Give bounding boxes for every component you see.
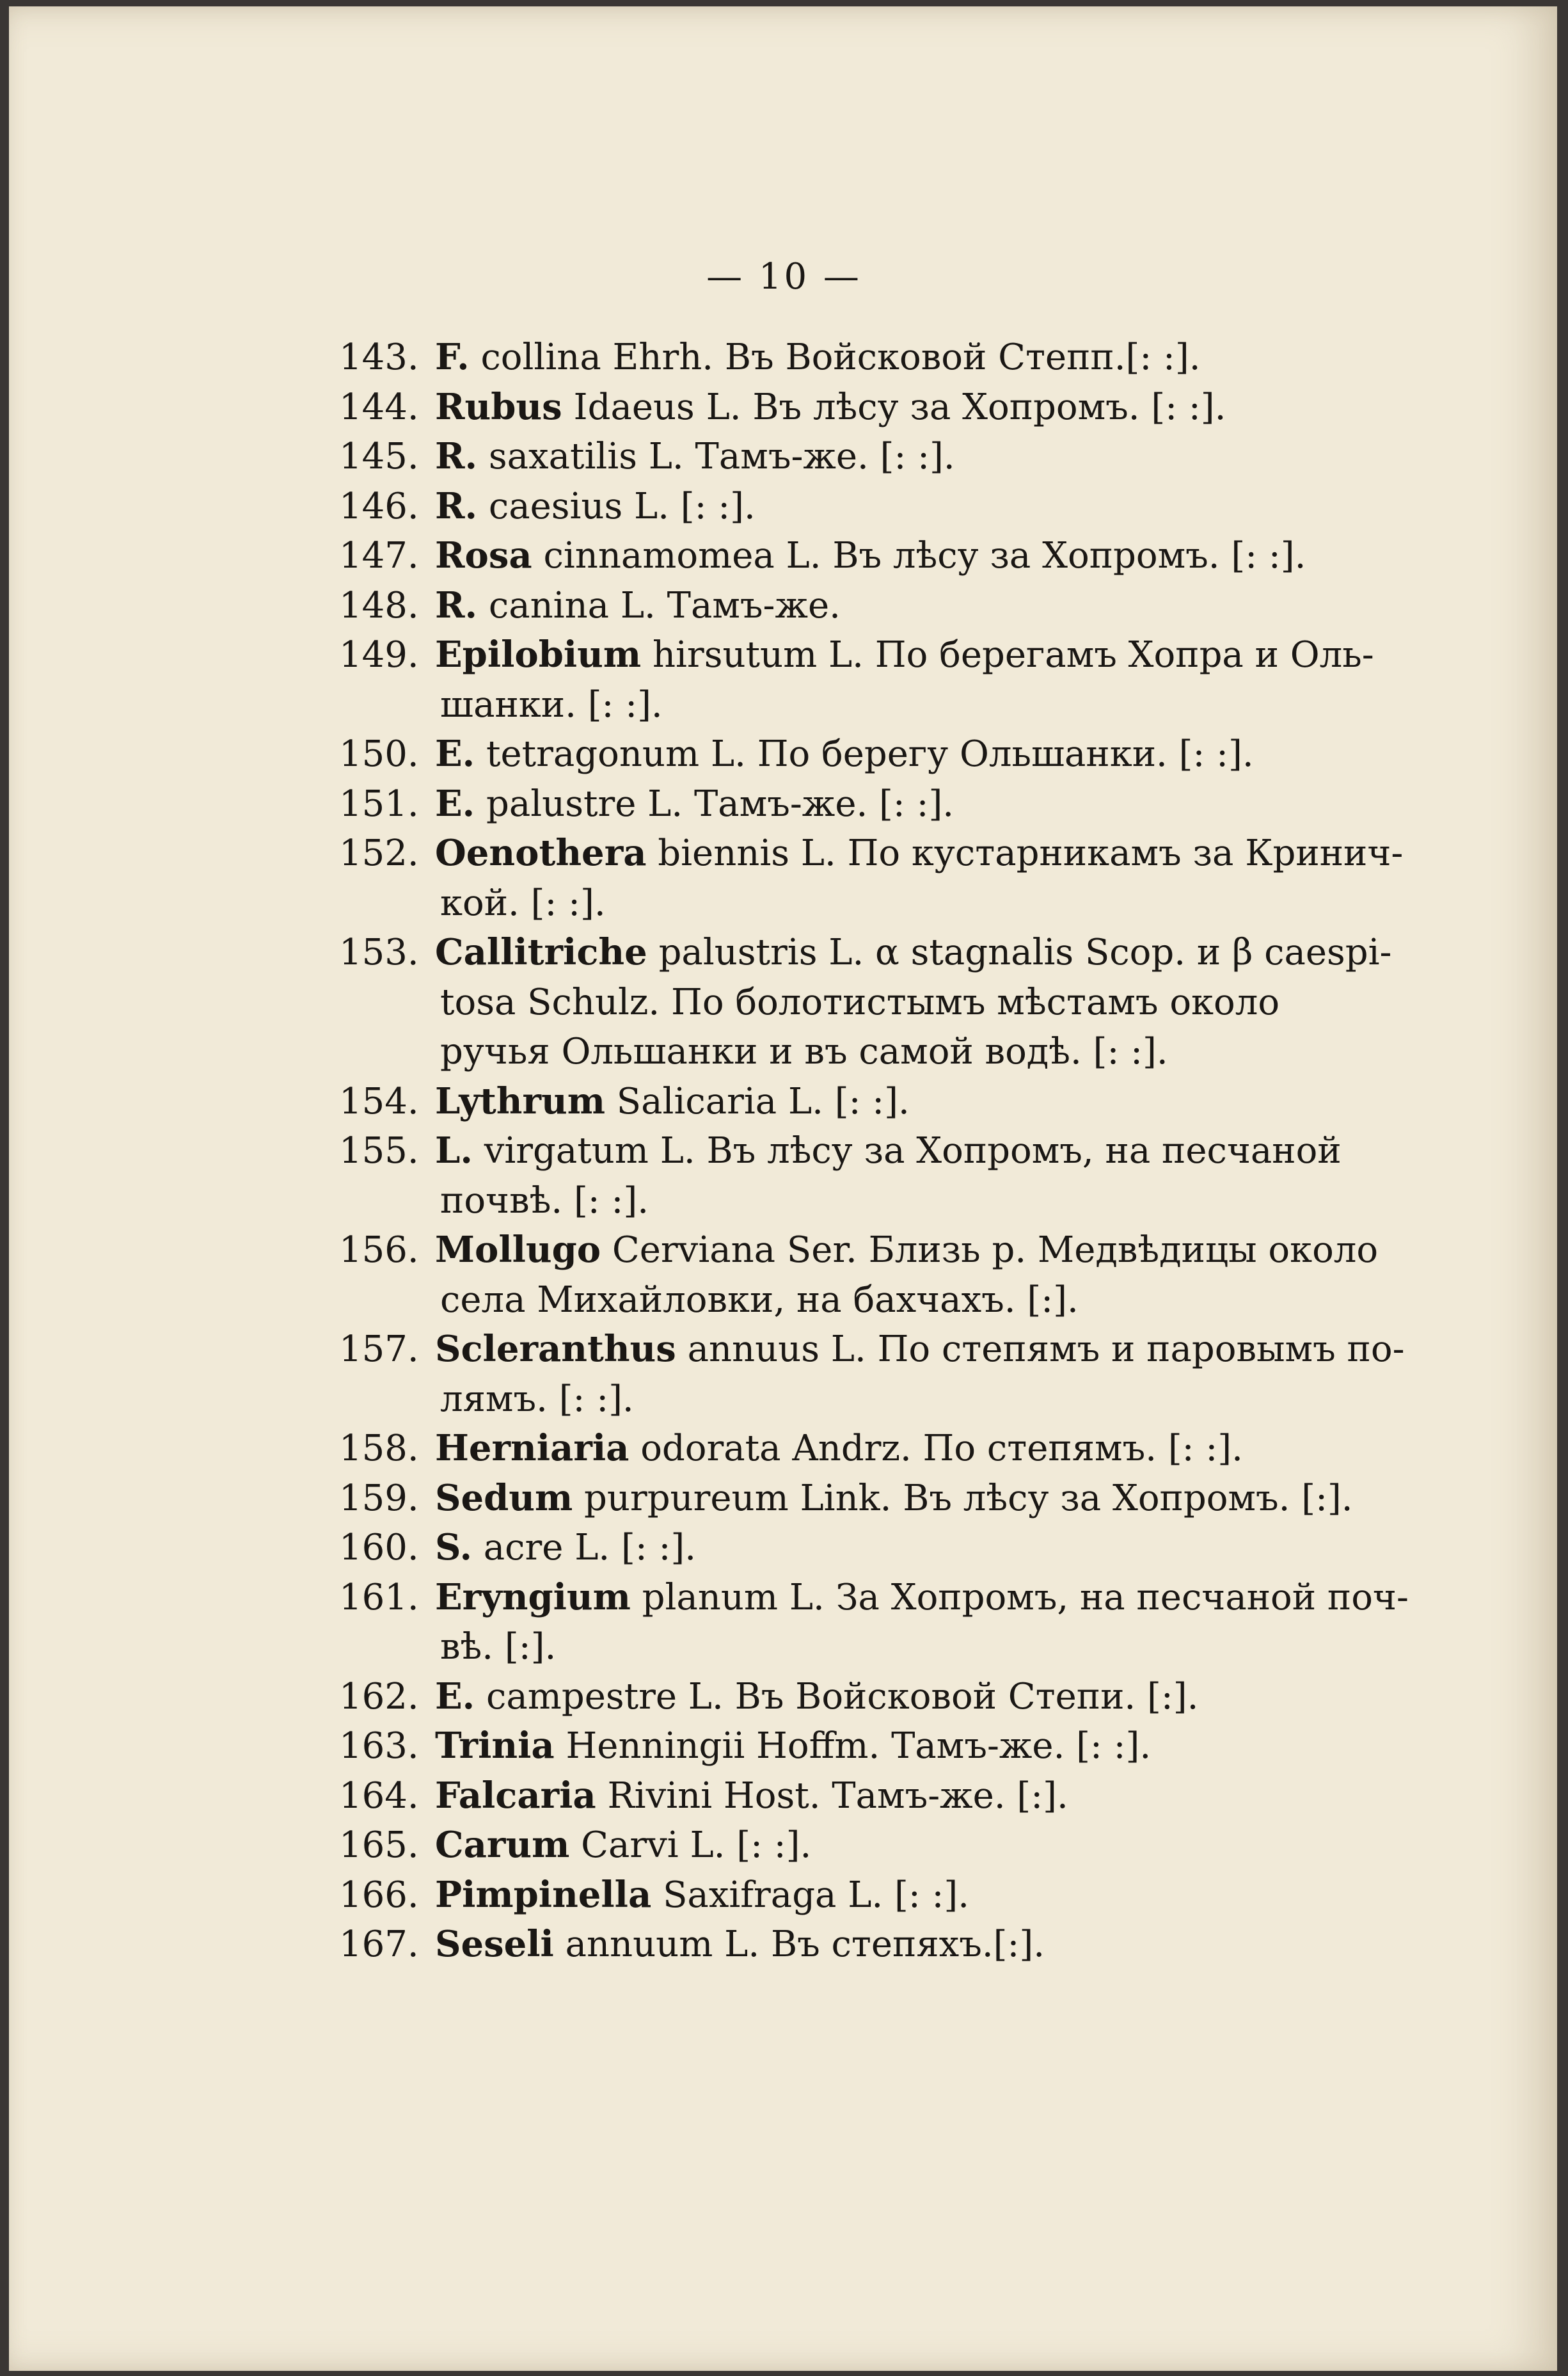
species-entry [339, 730, 1337, 779]
entry-number: 147. [339, 535, 419, 577]
genus-name: Falcaria [435, 1774, 596, 1817]
species-entry [339, 432, 1337, 482]
entry-text: palustris L. α stagnalis Scop. и β caespi- [658, 932, 1392, 973]
genus-name: Scleranthus [435, 1328, 676, 1370]
entry-number: 159. [339, 1477, 419, 1519]
genus-name: Rubus [435, 385, 562, 428]
entry-text: Henningii Hoffm. Тамъ-же. [: :]. [566, 1725, 1152, 1767]
species-entry [339, 1474, 1353, 1524]
species-entry [339, 1870, 1337, 1920]
entry-number: 154. [339, 1080, 419, 1122]
entry-first-line [339, 779, 1337, 829]
species-entry [339, 333, 1337, 383]
entry-first-line [339, 531, 1337, 581]
species-entry [339, 829, 1404, 928]
entry-continuation-line [339, 978, 1337, 1028]
entry-first-line [339, 1126, 1342, 1176]
entry-first-line [339, 1721, 1337, 1771]
entry-text: Salicaria L. [: :]. [616, 1080, 910, 1122]
genus-name: Eryngium [435, 1575, 631, 1618]
entry-number: 143. [339, 337, 419, 378]
genus-name: Lythrum [435, 1080, 605, 1122]
entry-first-line [339, 1771, 1337, 1821]
entry-text: cinnamomea L. Въ лѣсу за Хопромъ. [: :]. [543, 535, 1306, 577]
entry-text: кой. [: :]. [440, 882, 606, 924]
genus-name: R. [435, 484, 478, 527]
species-entry [339, 1920, 1337, 1970]
entry-continuation-line [339, 680, 1337, 730]
entry-text: Carvi L. [: :]. [581, 1824, 812, 1866]
entry-text: Cerviana Ser. Близь р. Медвѣдицы около [612, 1229, 1379, 1271]
entry-number: 144. [339, 386, 419, 428]
species-entry [339, 1771, 1337, 1821]
entry-first-line [339, 1424, 1337, 1474]
entry-text: hirsutum L. По берегамъ Хопра и Оль- [652, 634, 1374, 676]
entry-number: 156. [339, 1229, 419, 1271]
entry-first-line [339, 1870, 1337, 1920]
species-entry [339, 1821, 1337, 1870]
entry-first-line [339, 383, 1337, 433]
entry-text: Rivini Host. Тамъ-же. [:]. [607, 1774, 1068, 1817]
entry-number: 152. [339, 833, 419, 874]
entry-continuation-line [339, 1275, 1337, 1325]
species-entry [339, 1077, 1337, 1127]
genus-name: L. [435, 1129, 473, 1172]
entry-text: caesius L. [: :]. [488, 485, 756, 527]
entry-first-line [339, 1474, 1353, 1524]
entry-text: planum L. За Хопромъ, на песчаной поч- [642, 1576, 1409, 1618]
entry-text: лямъ. [: :]. [440, 1378, 634, 1420]
entry-first-line [339, 1821, 1337, 1870]
species-entry [339, 383, 1337, 433]
entry-text: virgatum L. Въ лѣсу за Хопромъ, на песчаной [484, 1130, 1342, 1172]
species-entry [339, 1672, 1337, 1722]
entry-text: почвѣ. [: :]. [440, 1179, 649, 1222]
genus-name: E. [435, 782, 475, 825]
entry-text: odorata Andrz. По степямъ. [: :]. [640, 1428, 1243, 1469]
entry-text: ручья Ольшанки и въ самой водѣ. [: :]. [440, 1031, 1168, 1072]
genus-name: Epilobium [435, 634, 642, 676]
entry-number: 149. [339, 634, 419, 676]
genus-name: Oenothera [435, 832, 647, 874]
species-entry [339, 630, 1374, 730]
entry-first-line [339, 1325, 1405, 1375]
species-entry [339, 928, 1392, 1077]
species-entry [339, 1225, 1379, 1325]
species-entry [339, 1573, 1409, 1672]
entry-first-line [339, 630, 1374, 680]
entry-text: acre L. [: :]. [483, 1527, 697, 1568]
entry-first-line [339, 1672, 1337, 1722]
genus-name: Carum [435, 1824, 570, 1866]
entry-first-line [339, 432, 1337, 482]
species-entry [339, 482, 1337, 532]
entry-continuation-line [339, 1027, 1337, 1077]
species-entry [339, 1721, 1337, 1771]
entry-number: 165. [339, 1824, 419, 1866]
entry-first-line [339, 1573, 1409, 1623]
entry-text: purpureum Link. Въ лѣсу за Хопромъ. [:]. [584, 1477, 1353, 1519]
entry-text: campestre L. Въ Войсковой Степи. [:]. [486, 1675, 1199, 1718]
entry-text: вѣ. [:]. [440, 1626, 557, 1668]
entry-text: palustre L. Тамъ-же. [: :]. [486, 783, 954, 825]
species-entry [339, 1424, 1337, 1474]
genus-name: Trinia [435, 1725, 555, 1767]
species-entry [339, 1523, 1337, 1573]
entry-continuation-line [339, 879, 1337, 929]
genus-name: Seseli [435, 1923, 554, 1965]
entry-first-line [339, 482, 1337, 532]
entry-text: canina L. Тамъ-же. [488, 584, 841, 626]
entry-text: collina Ehrh. Въ Войсковой Степп.[: :]. [480, 337, 1201, 378]
entry-text: Idaeus L. Въ лѣсу за Хопромъ. [: :]. [573, 386, 1226, 428]
genus-name: Herniaria [435, 1427, 630, 1469]
entry-text: saxatilis L. Тамъ-же. [: :]. [488, 436, 955, 477]
entry-number: 162. [339, 1675, 419, 1718]
genus-name: Rosa [435, 534, 532, 577]
entry-first-line [339, 928, 1392, 978]
entry-number: 161. [339, 1576, 419, 1618]
entry-text: annuum L. Въ степяхъ.[:]. [565, 1924, 1045, 1965]
entry-first-line [339, 1225, 1379, 1275]
entry-first-line [339, 730, 1337, 779]
entry-number: 167. [339, 1924, 419, 1965]
entry-first-line [339, 1920, 1337, 1970]
entry-first-line [339, 333, 1337, 383]
entry-text: biennis L. По кустарникамъ за Кринич- [658, 833, 1404, 874]
genus-name: R. [435, 584, 478, 626]
entry-number: 157. [339, 1328, 419, 1370]
species-entry [339, 779, 1337, 829]
genus-name: Mollugo [435, 1229, 601, 1271]
genus-name: Callitriche [435, 931, 647, 973]
genus-name: Pimpinella [435, 1873, 652, 1916]
entry-text: tetragonum L. По берегу Ольшанки. [: :]. [486, 733, 1254, 775]
entry-number: 160. [339, 1527, 419, 1568]
entry-continuation-line [339, 1622, 1337, 1672]
entry-number: 148. [339, 584, 419, 626]
entry-continuation-line [339, 1176, 1337, 1226]
entry-number: 155. [339, 1130, 419, 1172]
entry-first-line [339, 581, 1337, 631]
entry-number: 153. [339, 932, 419, 973]
entry-number: 166. [339, 1874, 419, 1916]
entry-number: 146. [339, 485, 419, 527]
entry-number: 150. [339, 733, 419, 775]
genus-name: E. [435, 733, 475, 775]
species-entry [339, 581, 1337, 631]
species-entry [339, 531, 1337, 581]
genus-name: F. [435, 336, 470, 378]
species-list [339, 333, 1409, 1970]
genus-name: R. [435, 435, 478, 477]
page-number: — 10 — [706, 256, 862, 298]
entry-number: 163. [339, 1725, 419, 1767]
entry-text: tosa Schulz. По болотистымъ мѣстамъ около [440, 981, 1280, 1023]
entry-first-line [339, 829, 1404, 879]
entry-number: 164. [339, 1774, 419, 1817]
entry-text: шанки. [: :]. [440, 683, 663, 726]
species-entry [339, 1126, 1342, 1225]
entry-text: annuus L. По степямъ и паровымъ по- [687, 1328, 1405, 1370]
genus-name: Sedum [435, 1476, 573, 1519]
entry-number: 158. [339, 1428, 419, 1469]
genus-name: S. [435, 1526, 472, 1568]
entry-number: 151. [339, 783, 419, 825]
entry-text: Saxifraga L. [: :]. [663, 1874, 970, 1916]
genus-name: E. [435, 1675, 475, 1718]
entry-number: 145. [339, 436, 419, 477]
entry-text: села Михайловки, на бахчахъ. [:]. [440, 1279, 1079, 1321]
species-entry [339, 1325, 1405, 1424]
entry-first-line [339, 1523, 1337, 1573]
entry-continuation-line [339, 1375, 1337, 1424]
entry-first-line [339, 1077, 1337, 1127]
